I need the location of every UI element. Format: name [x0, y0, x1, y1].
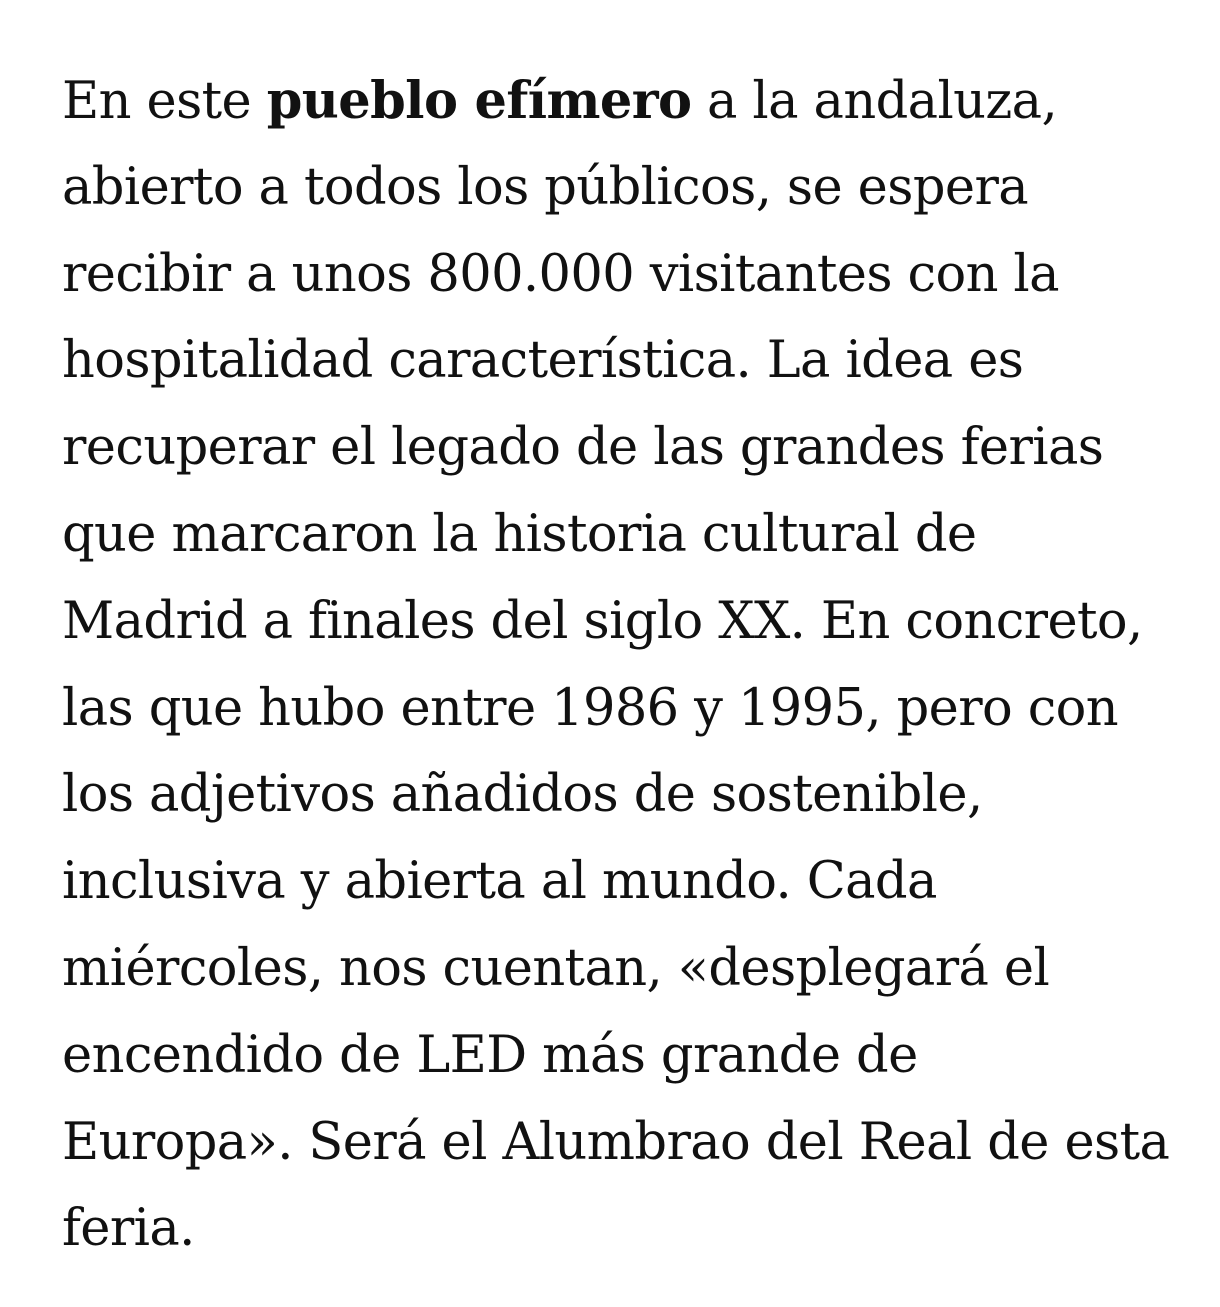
- article-paragraph: [62, 58, 1182, 1273]
- bold-phrase: pueblo efímero: [266, 71, 692, 131]
- paragraph-line: [62, 58, 1182, 145]
- paragraph-line: Europa». Será el Alumbrao del Real de esta: [62, 1112, 1170, 1172]
- paragraph-text: a la andaluza,: [691, 72, 1058, 131]
- paragraph-line: feria.: [62, 1199, 195, 1259]
- paragraph-line: las que hubo entre 1986 y 1995, pero con: [62, 678, 1119, 738]
- paragraph-line: hospitalidad característica. La idea es: [62, 331, 1024, 391]
- paragraph-line: los adjetivos añadidos de sostenible,: [62, 765, 983, 825]
- paragraph-line: que marcaron la historia cultural de: [62, 504, 977, 564]
- paragraph-text: En este: [62, 72, 267, 131]
- paragraph-line: recuperar el legado de las grandes ferias: [62, 418, 1104, 478]
- paragraph-line: recibir a unos 800.000 visitantes con la: [62, 244, 1059, 304]
- paragraph-line: miércoles, nos cuentan, «desplegará el: [62, 938, 1050, 998]
- paragraph-line: encendido de LED más grande de: [62, 1025, 918, 1085]
- paragraph-line: Madrid a finales del siglo XX. En concreto,: [62, 591, 1143, 651]
- paragraph-line: inclusiva y abierta al mundo. Cada: [62, 852, 937, 912]
- paragraph-line: abierto a todos los públicos, se espera: [62, 157, 1029, 217]
